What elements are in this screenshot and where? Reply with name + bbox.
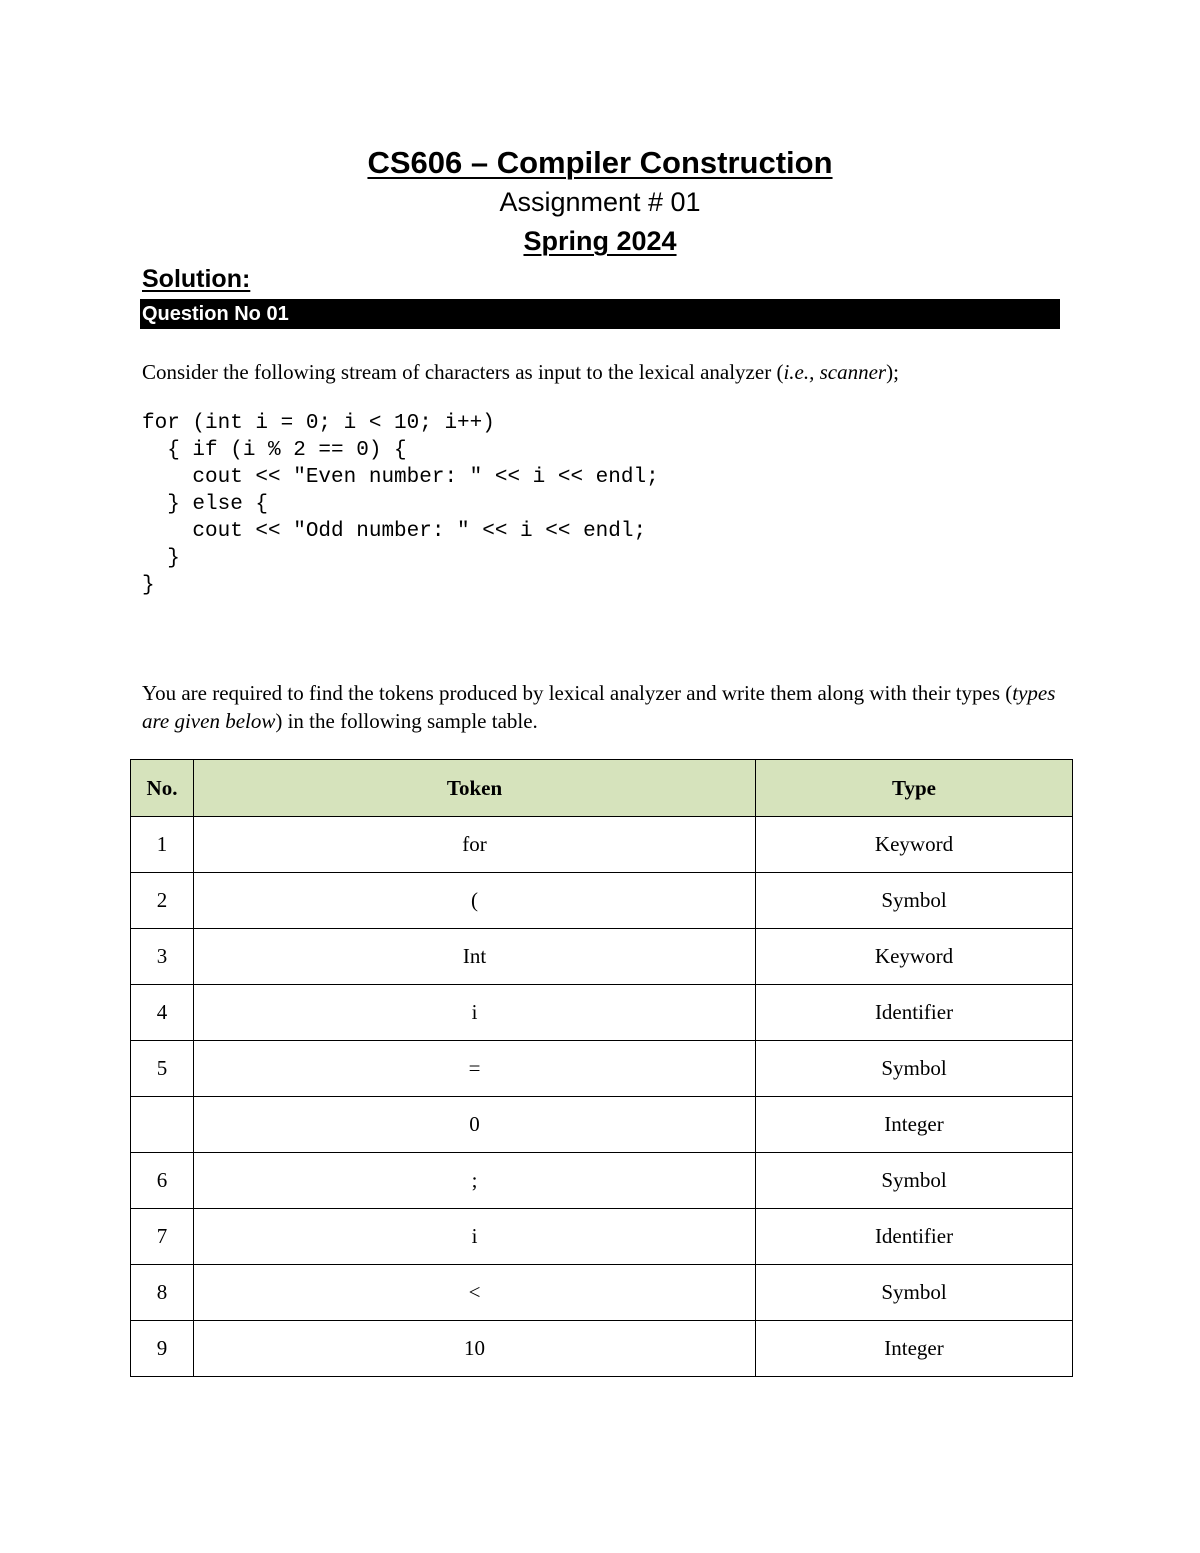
row-type: Integer [756, 1097, 1073, 1153]
header-token: Token [194, 760, 756, 817]
instruction-text: You are required to find the tokens produced by lexical analyzer and write them along with their types ( [142, 681, 1013, 705]
row-type: Identifier [756, 1209, 1073, 1265]
table-row [131, 873, 1073, 929]
table-row [131, 1321, 1073, 1377]
row-type: Symbol [756, 1265, 1073, 1321]
instruction-text-end: ) in the following sample table. [275, 709, 538, 733]
solution-heading: Solution: [142, 265, 251, 293]
tokens-table [130, 759, 1073, 1377]
table-row [131, 817, 1073, 873]
table-row [131, 1209, 1073, 1265]
row-token: Int [194, 929, 756, 985]
assignment-number: Assignment # 01 [499, 187, 701, 217]
intro-text: Consider the following stream of characters as input to the lexical analyzer ( [142, 360, 784, 384]
row-type: Integer [756, 1321, 1073, 1377]
table-row [131, 929, 1073, 985]
question-bar: Question No 01 [140, 299, 1060, 329]
row-no: 6 [131, 1153, 194, 1209]
table-row [131, 985, 1073, 1041]
row-token: for [194, 817, 756, 873]
row-token: 10 [194, 1321, 756, 1377]
table-header-row [131, 760, 1073, 817]
table-row [131, 1153, 1073, 1209]
row-no: 7 [131, 1209, 194, 1265]
table-row [131, 1097, 1073, 1153]
row-token: < [194, 1265, 756, 1321]
row-token: = [194, 1041, 756, 1097]
row-token: ( [194, 873, 756, 929]
table-row [131, 1041, 1073, 1097]
code-block: for (int i = 0; i < 10; i++) { if (i % 2 == 0) { cout << "Even number: " << i << endl; } else { cout << "Odd number: " << i << endl; } } [142, 412, 659, 597]
row-type: Symbol [756, 1041, 1073, 1097]
row-no: 9 [131, 1321, 194, 1377]
intro-paragraph [142, 358, 1062, 386]
instruction-italic: types are given below [142, 681, 1056, 733]
row-token: 0 [194, 1097, 756, 1153]
table-row [131, 1265, 1073, 1321]
row-no: 8 [131, 1265, 194, 1321]
semester: Spring 2024 [523, 226, 677, 256]
row-type: Keyword [756, 929, 1073, 985]
row-type: Symbol [756, 873, 1073, 929]
row-token: i [194, 985, 756, 1041]
header-type: Type [756, 760, 1073, 817]
row-token: i [194, 1209, 756, 1265]
row-no: 4 [131, 985, 194, 1041]
row-no: 3 [131, 929, 194, 985]
course-title: CS606 – Compiler Construction [367, 145, 833, 180]
row-token: ; [194, 1153, 756, 1209]
row-no: 5 [131, 1041, 194, 1097]
row-no: 2 [131, 873, 194, 929]
intro-text-end: ); [886, 360, 899, 384]
intro-italic: i.e., scanner [783, 360, 887, 384]
instruction-paragraph [142, 679, 1062, 735]
row-type: Identifier [756, 985, 1073, 1041]
row-no: 1 [131, 817, 194, 873]
row-type: Keyword [756, 817, 1073, 873]
row-type: Symbol [756, 1153, 1073, 1209]
row-no [131, 1097, 194, 1153]
header-no: No. [131, 760, 194, 817]
